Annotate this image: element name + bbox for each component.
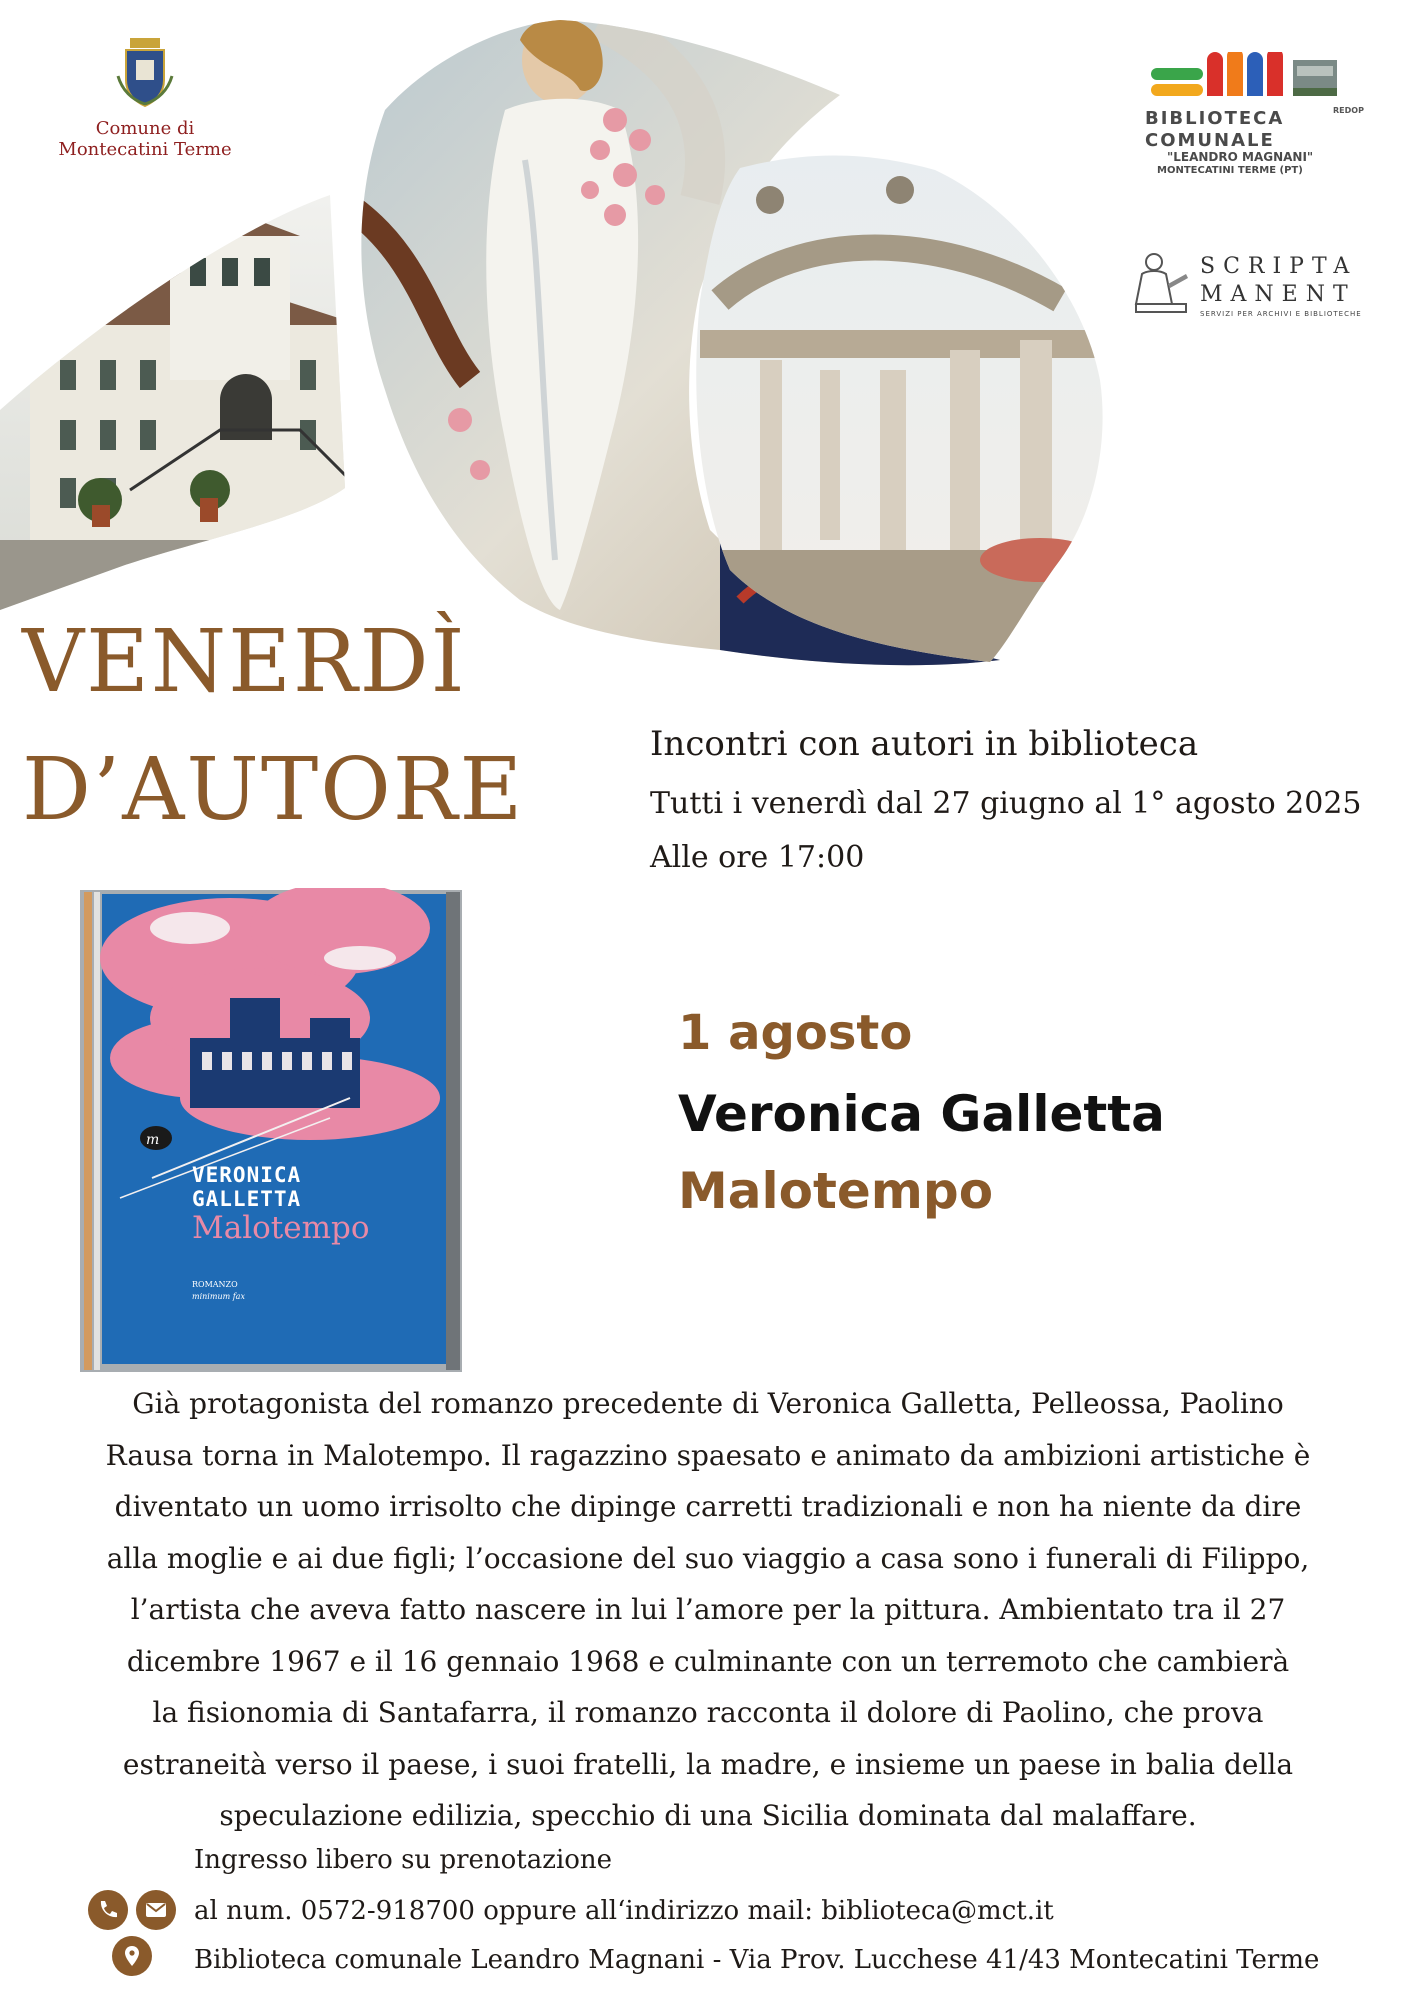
footer-contacts: al num. 0572-918700 oppure all‘indirizzo mail: biblioteca@mct.it xyxy=(194,1896,1054,1926)
footer-reservation: Ingresso libero su prenotazione xyxy=(194,1845,613,1875)
manent-word: MANENT xyxy=(1200,282,1356,307)
intro-time: Alle ore 17:00 xyxy=(650,840,865,875)
footer-address: Biblioteca comunale Leandro Magnani - Via Prov. Lucchese 41/43 Montecatini Terme xyxy=(194,1945,1320,1975)
biblioteca-name-line3: "LEANDRO MAGNANI" xyxy=(1167,150,1314,164)
cover-author-line2: GALLETTA xyxy=(192,1187,302,1211)
biblioteca-name-line2: COMUNALE xyxy=(1145,130,1275,151)
description-line: speculazione edilizia, specchio di una Sicilia dominata dal malaffare. xyxy=(219,1799,1197,1832)
cover-genre: ROMANZO xyxy=(192,1280,238,1289)
biblioteca-logo xyxy=(1145,52,1385,178)
villa-photo xyxy=(0,180,360,620)
redop-label: REDOP xyxy=(1333,106,1364,115)
cover-author-line1: VERONICA xyxy=(192,1163,302,1187)
book-cover xyxy=(80,888,462,1373)
cover-title: Malotempo xyxy=(192,1210,370,1246)
scribe-icon xyxy=(1128,244,1192,324)
comune-logo xyxy=(50,36,240,160)
biblioteca-name-line4: MONTECATINI TERME (PT) xyxy=(1157,165,1303,176)
mail-icon xyxy=(136,1890,176,1930)
description-line: alla moglie e ai due figli; l’occasione del suo viaggio a casa sono i funerali di Filippo, xyxy=(106,1541,1310,1575)
description-line: Già protagonista del romanzo precedente di Veronica Galletta, Pelleossa, Paolino xyxy=(132,1387,1284,1420)
event-book-title: Malotempo xyxy=(678,1162,994,1220)
book-description xyxy=(80,1378,1336,1842)
phone-icon xyxy=(88,1890,128,1930)
intro-heading: Incontri con autori in biblioteca xyxy=(650,724,1199,764)
description-line: estraneità verso il paese, i suoi fratelli, la madre, e insieme un paese in balia della xyxy=(122,1747,1294,1781)
biblioteca-mark-icon xyxy=(1145,52,1385,102)
scripta-manent-logo xyxy=(1122,244,1392,324)
location-icon xyxy=(112,1936,152,1976)
description-line: l’artista che aveva fatto nascere in lui l’amore per la pittura. Ambientato tra il 27 xyxy=(130,1593,1286,1626)
comune-name-line2: Montecatini Terme xyxy=(58,139,232,160)
title-line1: VENERDÌ xyxy=(22,612,467,712)
event-date: 1 agosto xyxy=(678,1005,913,1061)
description-line: Rausa torna in Malotempo. Il ragazzino spaesato e animato da ambizioni artistiche è xyxy=(105,1438,1311,1472)
scripta-tagline: SERVIZI PER ARCHIVI E BIBLIOTECHE xyxy=(1200,310,1362,318)
description-line: la fisionomia di Santafarra, il romanzo racconta il dolore di Paolino, che prova xyxy=(152,1696,1264,1729)
description-line: diventato un uomo irrisolto che dipinge carretti tradizionali e non ha niente da dire xyxy=(114,1490,1302,1523)
scripta-word: SCRIPTA xyxy=(1200,254,1358,279)
description-line: dicembre 1967 e il 16 gennaio 1968 e culminante con un terremoto che cambierà xyxy=(126,1644,1290,1678)
publisher-mark-icon: m xyxy=(146,1132,160,1148)
event-author: Veronica Galletta xyxy=(678,1085,1165,1143)
crest-icon xyxy=(114,36,176,108)
title-line2: D’AUTORE xyxy=(22,740,525,840)
comune-name-line1: Comune di xyxy=(95,118,195,139)
cover-publisher: minimum fax xyxy=(192,1292,245,1301)
intro-dates: Tutti i venerdì dal 27 giugno al 1° agosto 2025 xyxy=(650,786,1362,821)
biblioteca-name-line1: BIBLIOTECA xyxy=(1145,108,1285,129)
